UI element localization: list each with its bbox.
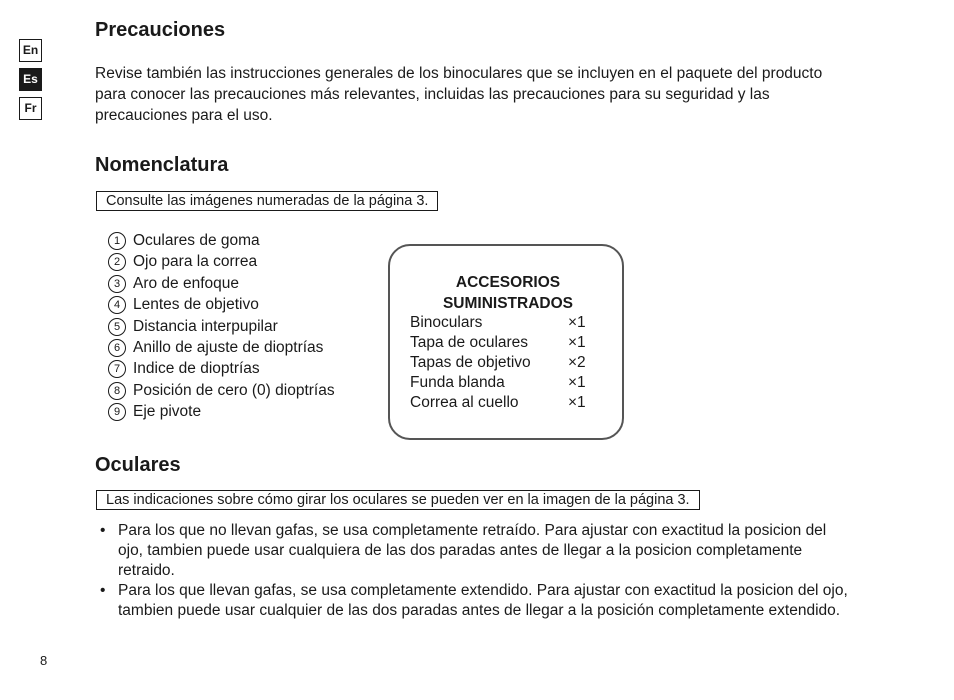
list-item-label: Ojo para la correa <box>133 253 258 271</box>
accessory-name: Funda blanda <box>410 374 505 391</box>
accessory-row <box>410 333 600 353</box>
circled-number: 1 <box>108 232 126 250</box>
lang-tab-en[interactable]: En <box>19 39 42 62</box>
accessories-title-line: SUMINISTRADOS <box>442 295 574 312</box>
circled-number: 5 <box>108 318 126 336</box>
accessories-title <box>390 272 626 314</box>
accessory-qty: ×2 <box>568 354 586 371</box>
precauciones-heading: Precauciones <box>95 19 226 41</box>
language-tabs <box>19 39 44 126</box>
list-item-label: Oculares de goma <box>133 232 260 249</box>
bullet-icon: • <box>100 522 106 539</box>
lang-tab-fr[interactable]: Fr <box>19 97 42 120</box>
bullet-line: ojo, tambien puede usar cualquiera de las dos paradas antes de llegar a la posicion completamente <box>118 542 803 559</box>
accessory-qty: ×1 <box>568 314 586 331</box>
circled-number: 2 <box>108 253 126 271</box>
accessories-title-line: ACCESORIOS <box>455 274 561 291</box>
bullet-line: Para los que llevan gafas, se usa completamente extendido. Para ajustar con exactitud la posicion del ojo, <box>118 582 848 599</box>
accessory-name: Tapas de objetivo <box>410 354 531 371</box>
circled-number: 6 <box>108 339 126 357</box>
nomenclature-list <box>108 230 335 423</box>
bullet-line: Para los que no llevan gafas, se usa completamente retraído. Para ajustar con exactitud la posicion del <box>118 522 827 539</box>
circled-number: 8 <box>108 382 126 400</box>
nomenclatura-heading: Nomenclatura <box>95 154 229 176</box>
accessory-qty: ×1 <box>568 394 586 411</box>
nomenclatura-note: Consulte las imágenes numeradas de la página 3. <box>96 191 438 211</box>
lang-tab-es[interactable]: Es <box>19 68 42 91</box>
accessory-row <box>410 393 600 413</box>
list-item <box>108 294 335 315</box>
circled-number: 7 <box>108 360 126 378</box>
accessories-box <box>388 244 624 440</box>
precauciones-body <box>95 63 895 126</box>
list-item-label: Distancia interpupilar <box>133 317 278 335</box>
list-item-label: Eje pivote <box>133 403 202 421</box>
circled-number: 3 <box>108 275 126 293</box>
list-item <box>100 521 900 581</box>
precauciones-line: para conocer las precauciones más relevantes, incluidas las precauciones para su seguridad y las <box>95 86 770 103</box>
accessory-row <box>410 353 600 373</box>
oculares-note: Las indicaciones sobre cómo girar los oculares se pueden ver en la imagen de la página 3. <box>96 490 700 510</box>
list-item <box>108 380 335 401</box>
bullet-icon: • <box>100 582 106 599</box>
oculares-bullets <box>100 521 900 621</box>
accessory-name: Binoculars <box>410 314 483 331</box>
list-item-label: Aro de enfoque <box>133 274 240 292</box>
precauciones-line: precauciones para el uso. <box>95 107 273 124</box>
oculares-heading: Oculares <box>95 454 181 476</box>
list-item-label: Posición de cero (0) dioptrías <box>133 381 335 399</box>
bullet-line: tambien puede usar cualquier de las dos paradas antes de llegar a la posición completamente extendido. <box>118 602 841 619</box>
precauciones-line: Revise también las instrucciones generales de los binoculares que se incluyen en el paquete del producto <box>95 65 823 82</box>
list-item-label: Indice de dioptrías <box>133 360 260 378</box>
list-item <box>108 358 335 379</box>
list-item-label: Lentes de objetivo <box>133 296 259 314</box>
list-item <box>108 401 335 422</box>
list-item <box>108 337 335 358</box>
list-item <box>108 316 335 337</box>
accessories-list <box>410 313 600 413</box>
bullet-line: retraido. <box>118 562 175 579</box>
accessory-row <box>410 373 600 393</box>
list-item <box>108 251 335 272</box>
accessory-name: Correa al cuello <box>410 394 519 411</box>
page-number: 8 <box>40 653 48 668</box>
accessory-qty: ×1 <box>568 374 586 391</box>
circled-number: 9 <box>108 403 126 421</box>
list-item <box>108 230 335 251</box>
list-item <box>100 581 900 621</box>
accessory-name: Tapa de oculares <box>410 334 529 351</box>
accessory-row <box>410 313 600 333</box>
accessory-qty: ×1 <box>568 334 586 351</box>
list-item-label: Anillo de ajuste de dioptrías <box>133 338 324 356</box>
list-item <box>108 273 335 294</box>
circled-number: 4 <box>108 296 126 314</box>
